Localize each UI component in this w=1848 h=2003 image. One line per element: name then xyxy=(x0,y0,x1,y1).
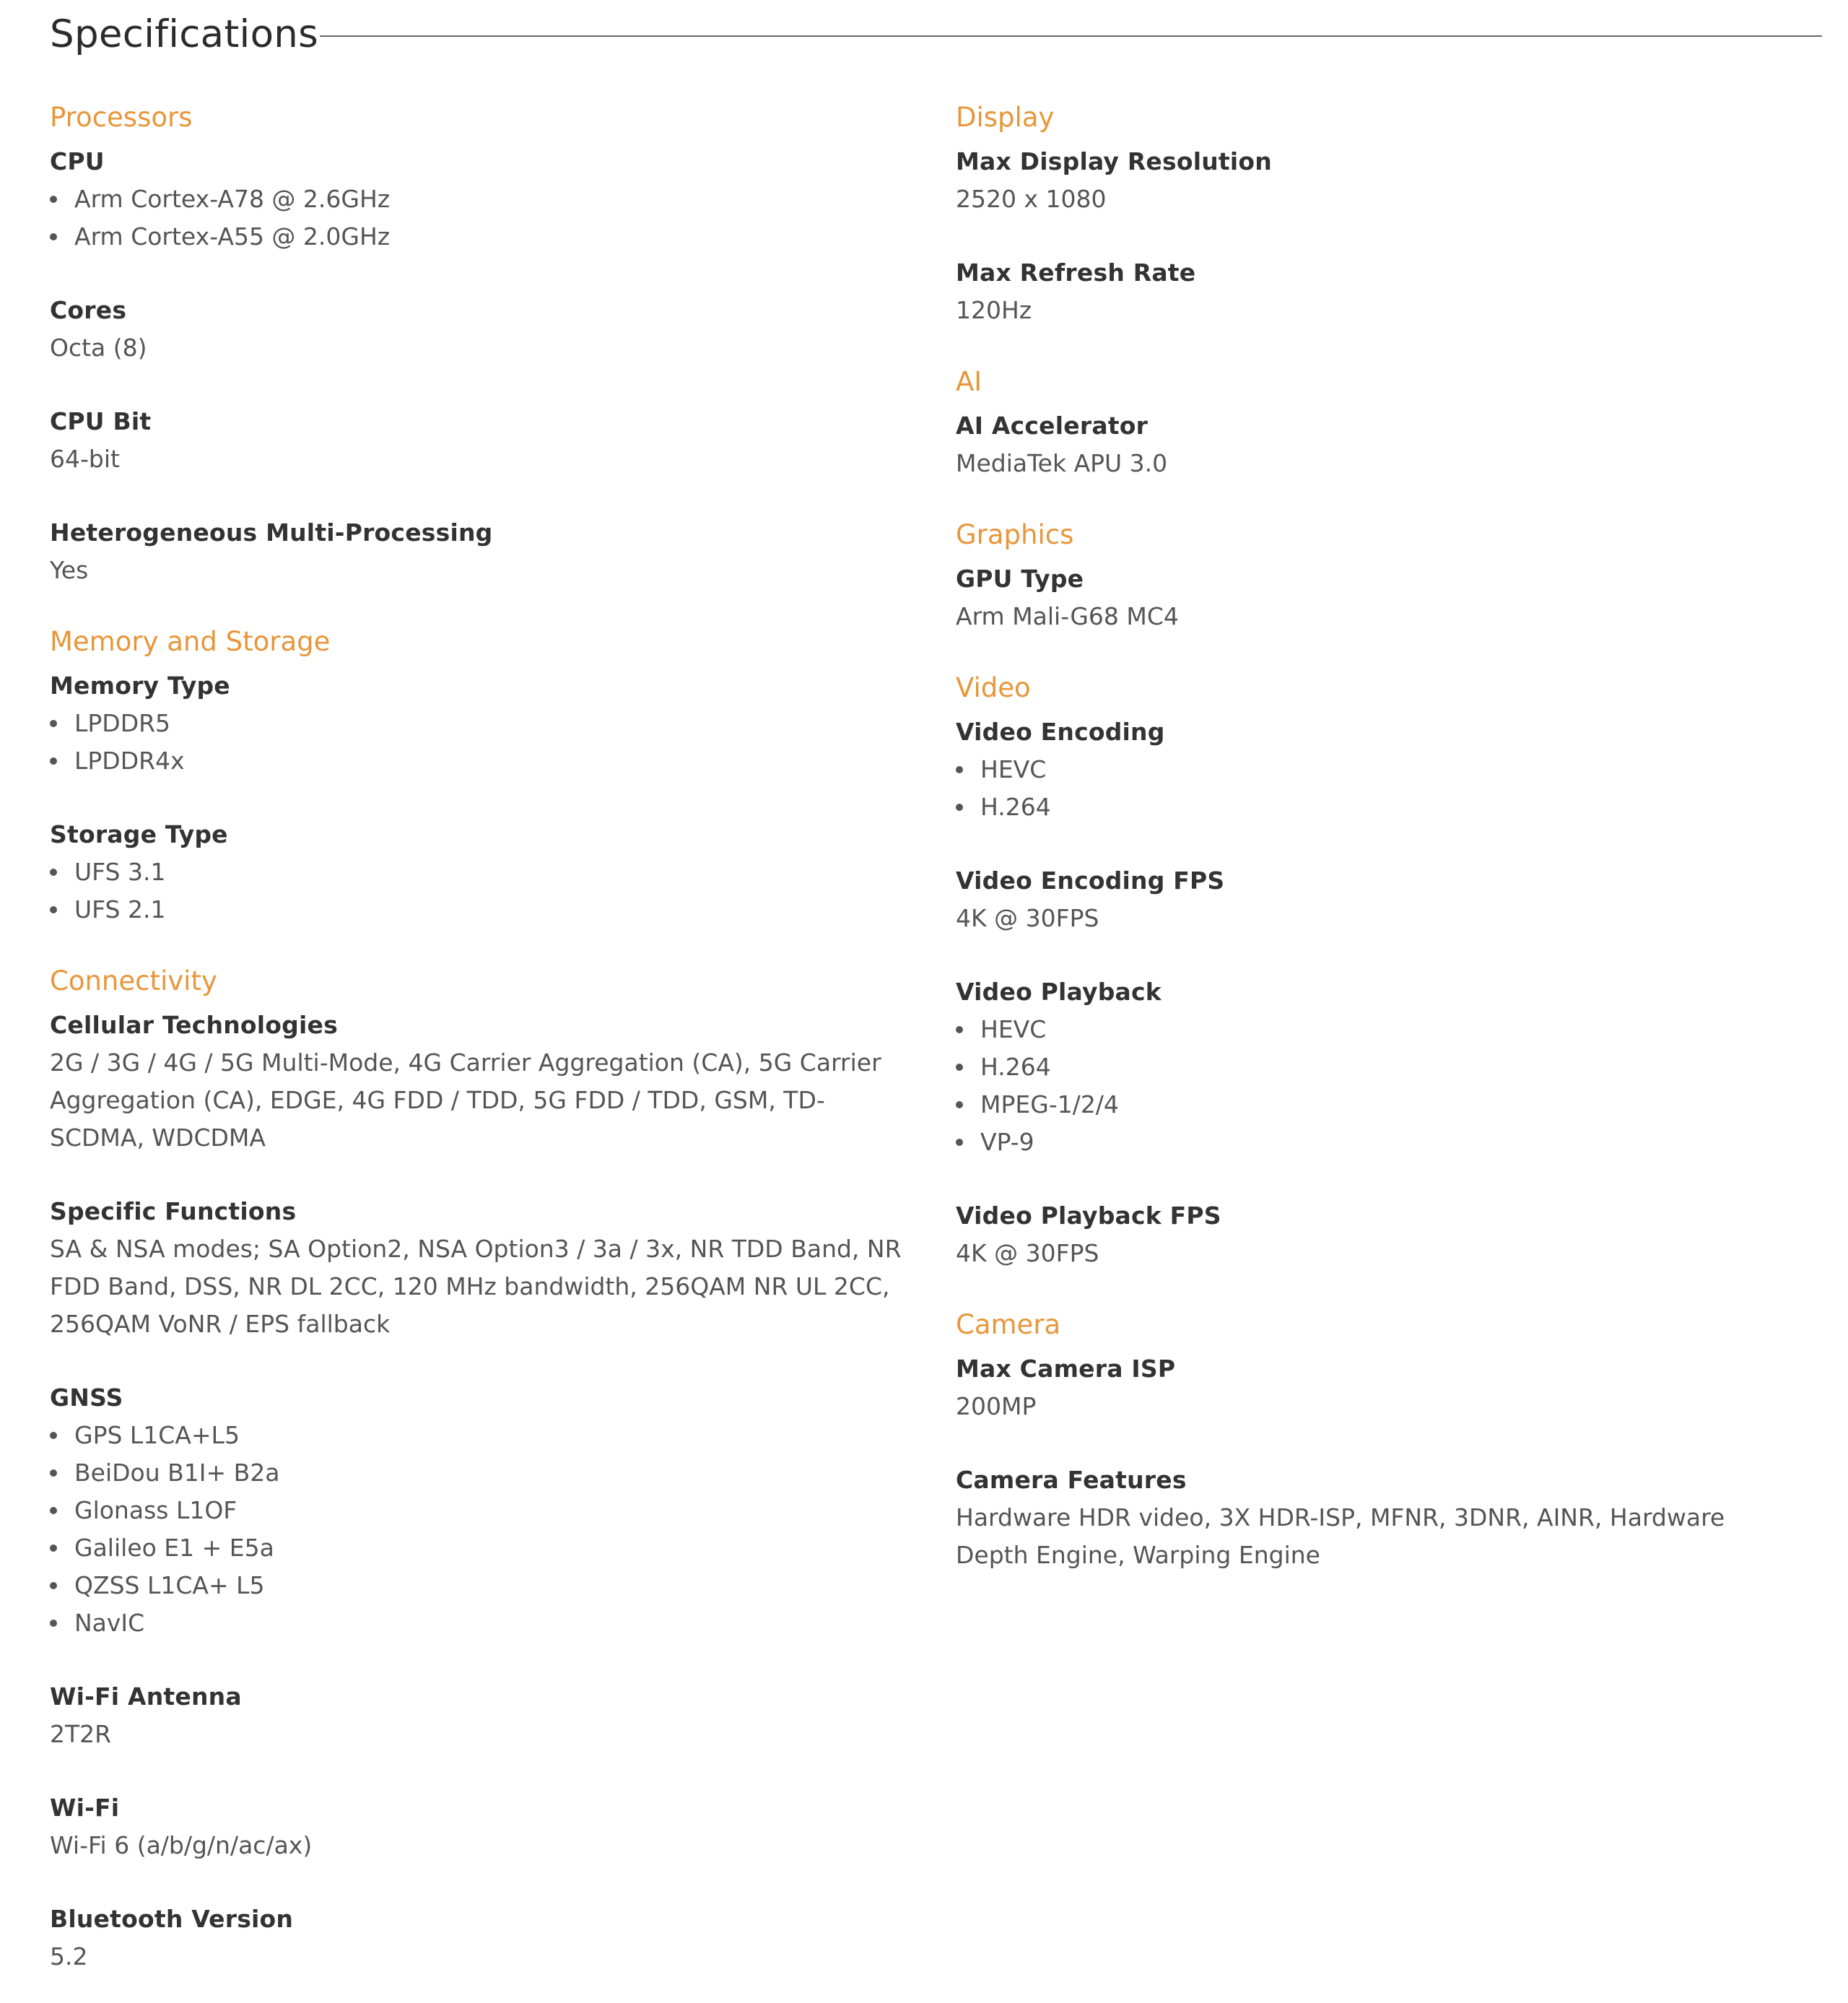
group-heading-ai: AI xyxy=(956,366,982,397)
list-item xyxy=(956,788,1811,826)
spec-max-display-resolution xyxy=(956,143,1811,218)
spec-cpu xyxy=(50,143,956,256)
list-item-text: GPS L1CA+L5 xyxy=(74,1421,240,1449)
spec-label: Camera Features xyxy=(956,1466,1187,1494)
spec-list xyxy=(50,181,956,256)
list-item-text: HEVC xyxy=(980,755,1047,783)
spec-value: 4K @ 30FPS xyxy=(956,904,1099,932)
bullet-icon xyxy=(956,1101,963,1108)
spec-cores xyxy=(50,292,956,367)
spec-label: GPU Type xyxy=(956,565,1084,593)
list-item xyxy=(956,1048,1811,1086)
list-item-text: NavIC xyxy=(74,1609,145,1637)
spec-cpu-bit xyxy=(50,403,956,478)
spec-hmp xyxy=(50,514,956,589)
list-item-text: H.264 xyxy=(980,793,1051,821)
spec-ai-accelerator xyxy=(956,407,1811,482)
spec-wifi xyxy=(50,1789,956,1864)
list-item-text: HEVC xyxy=(980,1015,1047,1043)
list-item xyxy=(50,891,956,929)
group-memory-storage xyxy=(50,617,956,929)
spec-camera-features xyxy=(956,1461,1811,1574)
list-item-text: QZSS L1CA+ L5 xyxy=(74,1571,265,1599)
spec-list xyxy=(50,1417,956,1642)
spec-label: Specific Functions xyxy=(50,1197,297,1225)
bullet-icon xyxy=(956,1064,963,1071)
spec-value: 200MP xyxy=(956,1392,1037,1420)
spec-label: CPU xyxy=(50,147,105,175)
group-heading-video: Video xyxy=(956,672,1031,703)
spec-list xyxy=(50,705,956,780)
list-item xyxy=(50,1604,956,1642)
spec-label: Cores xyxy=(50,296,127,324)
spec-label: Max Display Resolution xyxy=(956,147,1272,175)
list-item xyxy=(50,1417,956,1454)
spec-label: GNSS xyxy=(50,1383,123,1412)
list-item xyxy=(956,1124,1811,1161)
bullet-icon xyxy=(50,906,57,913)
bullet-icon xyxy=(50,1507,57,1514)
bullet-icon xyxy=(50,1620,57,1627)
spec-value: Yes xyxy=(50,556,89,584)
list-item xyxy=(956,751,1811,788)
list-item-text: H.264 xyxy=(980,1053,1051,1081)
list-item-text: Arm Cortex-A55 @ 2.0GHz xyxy=(74,222,391,251)
spec-label: Memory Type xyxy=(50,672,230,700)
spec-wifi-antenna xyxy=(50,1678,956,1753)
spec-label: Heterogeneous Multi-Processing xyxy=(50,518,493,547)
spec-value: 2G / 3G / 4G / 5G Multi-Mode, 4G Carrier Aggregation (CA), 5G Carrier Aggregation (CA), EDGE, 4G FDD / TDD, 5G FDD / TDD, GSM, TD-SCDMA, WDCDMA xyxy=(50,1048,881,1152)
spec-memory-type xyxy=(50,667,956,780)
list-item-text: LPDDR5 xyxy=(74,709,171,737)
spec-specific-functions xyxy=(50,1193,956,1343)
spec-value: 120Hz xyxy=(956,296,1032,324)
header-row xyxy=(50,0,1848,72)
list-item xyxy=(50,1567,956,1604)
spec-max-camera-isp xyxy=(956,1350,1811,1425)
group-processors xyxy=(50,92,956,589)
spec-value: Octa (8) xyxy=(50,334,147,362)
list-item xyxy=(50,1492,956,1529)
spec-list xyxy=(956,751,1811,826)
spec-video-playback xyxy=(956,973,1811,1161)
group-graphics xyxy=(956,510,1811,635)
spec-label: Wi-Fi xyxy=(50,1794,120,1822)
spec-value: Hardware HDR video, 3X HDR-ISP, MFNR, 3DNR, AINR, Hardware Depth Engine, Warping Engine xyxy=(956,1503,1725,1569)
list-item-text: Glonass L1OF xyxy=(74,1496,237,1524)
spec-video-playback-fps xyxy=(956,1197,1811,1272)
group-camera xyxy=(956,1300,1811,1574)
list-item-text: BeiDou B1I+ B2a xyxy=(74,1459,280,1487)
list-item xyxy=(50,742,956,780)
group-display xyxy=(956,92,1811,329)
list-item-text: Arm Cortex-A78 @ 2.6GHz xyxy=(74,185,391,213)
spec-label: AI Accelerator xyxy=(956,412,1149,440)
group-video xyxy=(956,663,1811,1272)
spec-list xyxy=(50,853,956,929)
spec-gnss xyxy=(50,1379,956,1642)
group-connectivity xyxy=(50,956,956,1976)
spec-video-encoding-fps xyxy=(956,862,1811,937)
spec-max-refresh-rate xyxy=(956,254,1811,329)
bullet-icon xyxy=(50,869,57,876)
spec-label: Max Refresh Rate xyxy=(956,258,1196,287)
spec-label: Max Camera ISP xyxy=(956,1355,1176,1383)
list-item xyxy=(956,1086,1811,1124)
spec-columns xyxy=(50,92,1811,2003)
group-heading-graphics: Graphics xyxy=(956,519,1074,550)
right-column xyxy=(956,92,1811,2003)
spec-value: 64-bit xyxy=(50,445,120,473)
bullet-icon xyxy=(50,196,57,203)
bullet-icon xyxy=(50,720,57,727)
spec-storage-type xyxy=(50,816,956,929)
spec-value: 2520 x 1080 xyxy=(956,185,1107,213)
bullet-icon xyxy=(956,1139,963,1146)
list-item-text: VP-9 xyxy=(980,1128,1034,1156)
bullet-icon xyxy=(50,1582,57,1589)
list-item xyxy=(956,1011,1811,1048)
spec-value: SA & NSA modes; SA Option2, NSA Option3 / 3a / 3x, NR TDD Band, NR FDD Band, DSS, NR DL 2CC, 120 MHz bandwidth, 256QAM NR UL 2CC, 256QAM VoNR / EPS fallback xyxy=(50,1235,902,1338)
list-item xyxy=(50,181,956,218)
spec-video-encoding xyxy=(956,713,1811,826)
spec-value: Wi-Fi 6 (a/b/g/n/ac/ax) xyxy=(50,1831,313,1859)
spec-label: Video Playback FPS xyxy=(956,1202,1221,1230)
spec-label: CPU Bit xyxy=(50,407,152,435)
list-item-text: UFS 2.1 xyxy=(74,895,166,924)
spec-value: MediaTek APU 3.0 xyxy=(956,449,1168,477)
list-item-text: LPDDR4x xyxy=(74,747,185,775)
spec-label: Video Encoding FPS xyxy=(956,866,1225,895)
list-item xyxy=(50,218,956,256)
spec-value: 4K @ 30FPS xyxy=(956,1239,1099,1267)
spec-label: Bluetooth Version xyxy=(50,1905,294,1933)
bullet-icon xyxy=(956,766,963,773)
bullet-icon xyxy=(50,1544,57,1552)
spec-label: Video Playback xyxy=(956,978,1161,1006)
list-item-text: Galileo E1 + E5a xyxy=(74,1534,274,1562)
bullet-icon xyxy=(956,1026,963,1033)
group-heading-processors: Processors xyxy=(50,102,193,133)
list-item xyxy=(50,1529,956,1567)
group-heading-camera: Camera xyxy=(956,1309,1061,1340)
spec-label: Wi-Fi Antenna xyxy=(50,1682,242,1711)
bullet-icon xyxy=(50,1432,57,1439)
spec-list xyxy=(956,1011,1811,1161)
group-ai xyxy=(956,357,1811,482)
list-item xyxy=(50,705,956,742)
list-item xyxy=(50,1454,956,1492)
bullet-icon xyxy=(50,757,57,765)
bullet-icon xyxy=(956,804,963,811)
spec-label: Cellular Technologies xyxy=(50,1011,338,1039)
list-item-text: UFS 3.1 xyxy=(74,858,166,886)
bullet-icon xyxy=(50,233,57,240)
bullet-icon xyxy=(50,1469,57,1477)
list-item-text: MPEG-1/2/4 xyxy=(980,1090,1119,1118)
group-heading-memory-storage: Memory and Storage xyxy=(50,626,331,657)
spec-cellular xyxy=(50,1007,956,1157)
spec-label: Storage Type xyxy=(50,820,228,848)
spec-value: Arm Mali-G68 MC4 xyxy=(956,602,1179,630)
list-item xyxy=(50,853,956,891)
left-column xyxy=(50,92,956,2003)
spec-gpu-type xyxy=(956,560,1811,635)
spec-bluetooth xyxy=(50,1900,956,1976)
spec-label: Video Encoding xyxy=(956,718,1165,746)
group-heading-connectivity: Connectivity xyxy=(50,965,217,996)
title-divider xyxy=(320,35,1822,37)
spec-value: 2T2R xyxy=(50,1720,112,1748)
spec-value: 5.2 xyxy=(50,1942,88,1971)
page-title: Specifications xyxy=(50,12,319,56)
group-heading-display: Display xyxy=(956,102,1055,133)
